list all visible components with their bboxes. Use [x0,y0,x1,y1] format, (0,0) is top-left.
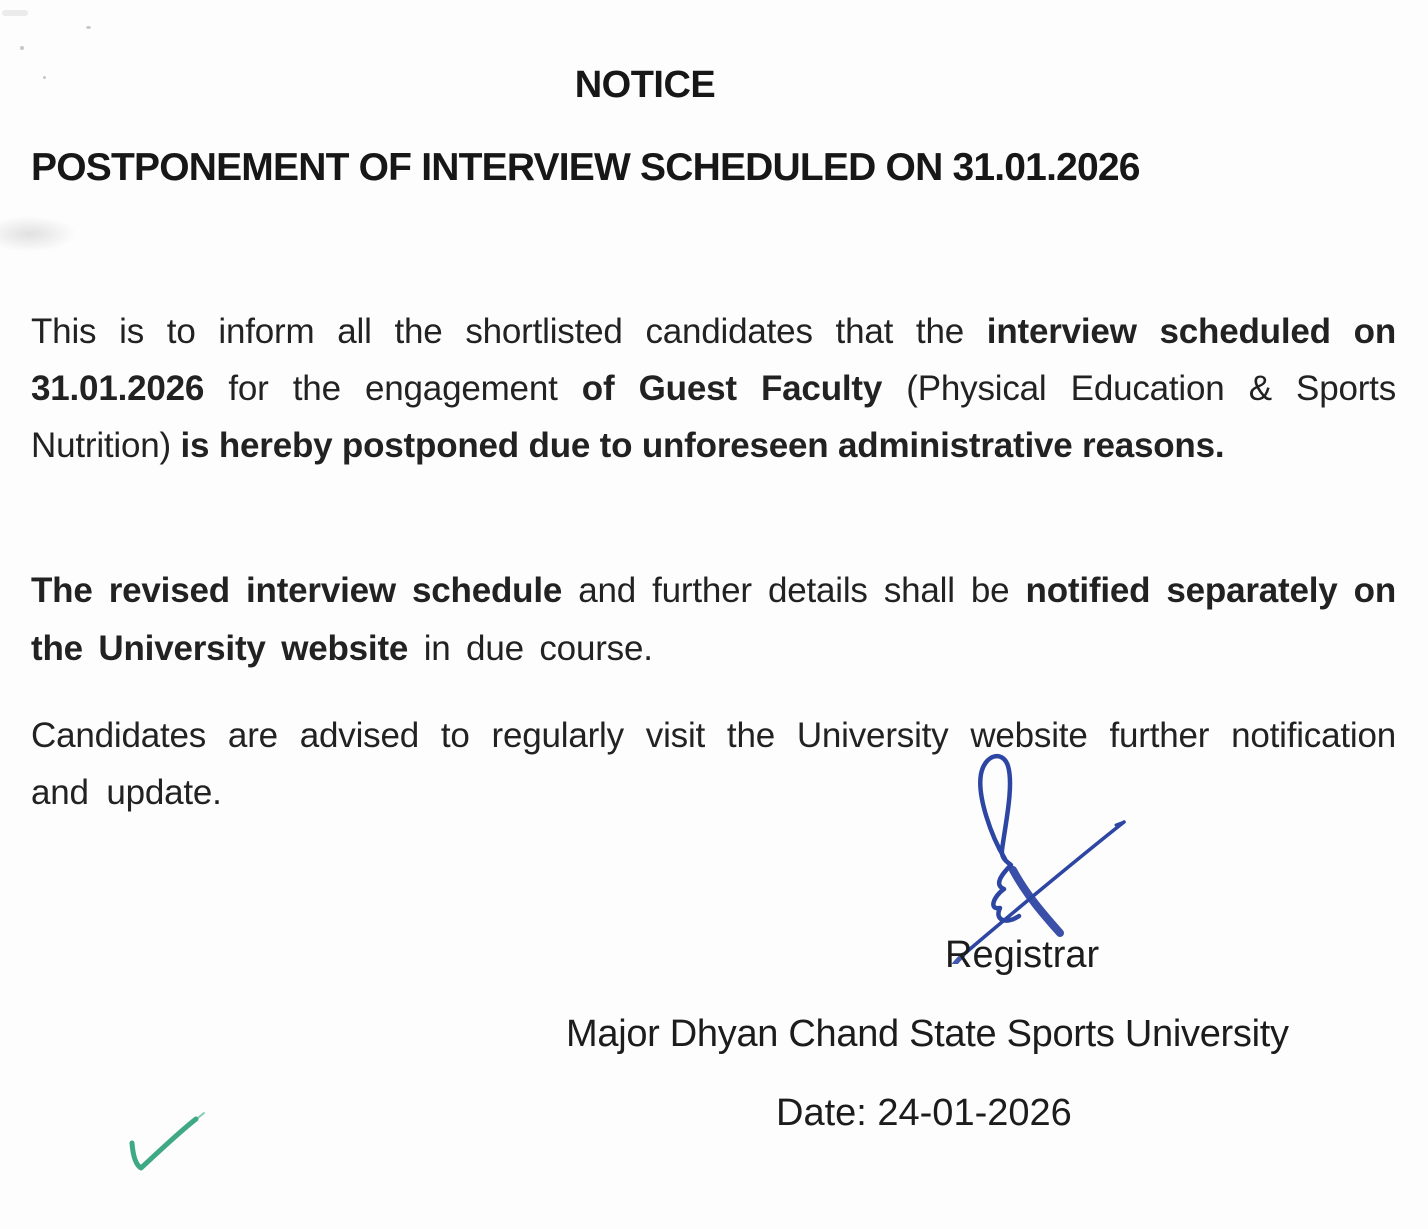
paragraph-revised-schedule [31,562,1396,678]
registrar-label: Registrar [945,934,1100,976]
bold-text-segment: of Guest Faculty [581,369,883,408]
organization-name: Major Dhyan Chand State Sports University [566,1013,1289,1055]
paragraph-postponement [31,303,1396,474]
text-segment: This is to inform all the shortlisted candidates that the [31,312,987,351]
date-line: Date: 24-01-2026 [776,1092,1072,1134]
scan-smudge [0,216,77,252]
bold-text-segment: notified separately on the University website [31,571,1397,668]
bold-text-segment: is hereby postponed due to unforeseen administrative reasons. [180,426,1225,465]
scan-speck [20,46,24,50]
bold-text-segment: The revised interview schedule [31,571,563,610]
registrar-signature-ink [941,744,1141,964]
bold-text-segment: interview scheduled on 31.01.2026 [31,312,1396,408]
text-segment: in due course. [408,629,653,668]
scan-speck [86,26,91,29]
text-segment: Candidates are advised to regularly visit the University website further notification and update. [31,716,1396,812]
notice-heading: POSTPONEMENT OF INTERVIEW SCHEDULED ON 31.01.2026 [31,146,1140,189]
green-checkmark-icon [120,1110,210,1180]
notice-title: NOTICE [574,64,716,106]
text-segment: for the engagement [204,369,582,408]
text-segment: and further details shall be [562,571,1026,610]
scan-speck [2,10,28,16]
paragraph-advice [31,707,1396,821]
text-segment: (Physical Education & Sports Nutrition) [31,369,1396,465]
